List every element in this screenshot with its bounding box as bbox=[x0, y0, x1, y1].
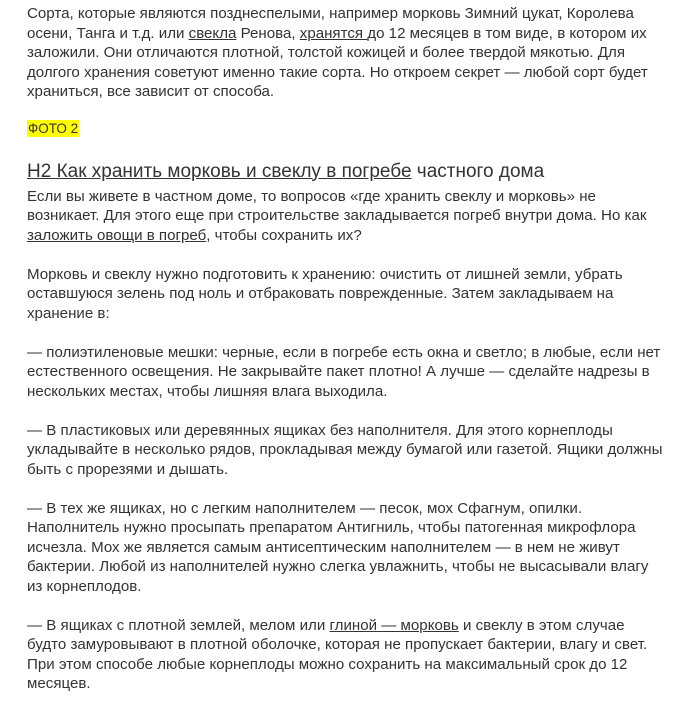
intro-text-3: до 12 месяцев в том виде, в котором их заложили. Они отличаются плотной, толстой кожицей и более твердой мякотью. Для долгого хранения советуют именно такие сорта. Но откроем секрет — любой сорт будет храниться, все зависит от способа. bbox=[27, 24, 648, 100]
spacer bbox=[27, 323, 667, 343]
beet-link[interactable]: свекла bbox=[188, 24, 237, 42]
list-item-clay bbox=[27, 616, 667, 694]
cellar-link[interactable]: заложить овощи в погреб bbox=[27, 226, 207, 244]
list-item-filler: — В тех же ящиках, но с легким наполнителем — песок, мох Сфагнум, опилки. Наполнитель нужно просыпать препаратом Антигниль, чтобы патогенная микрофлора исчезла. Мох же является самым антисептическим наполнителем — в нем не живут бактерии. Любой из наполнителей нужно слегка увлажнить, чтобы не высасывали влагу из корнеплодов. bbox=[27, 499, 649, 595]
paragraph-preparation: Морковь и свеклу нужно подготовить к хранению: очистить от лишней земли, убрать оставшуюся зелень под ноль и отбраковать поврежденные. Затем закладываем на хранение в: bbox=[27, 265, 623, 322]
section-heading bbox=[27, 160, 667, 184]
list-item-bags: — полиэтиленовые мешки: черные, если в погребе есть окна и светло; в любые, если нет естественного освещения. Не закрывайте пакет плотно! А лучше — сделайте надрезы в нескольких местах, чтобы лишняя влага выходила. bbox=[27, 343, 661, 400]
list-item-boxes: — В пластиковых или деревянных ящиках без наполнителя. Для этого корнеплоды укладывайте в несколько рядов, прокладывая между бумагой или газетой. Ящики должны быть с прорезями и дышать. bbox=[27, 421, 663, 478]
spacer bbox=[27, 596, 667, 616]
photo-placeholder bbox=[27, 120, 667, 138]
storage-link[interactable]: хранятся bbox=[299, 24, 368, 42]
intro-text-1: Сорта, которые являются позднеспелыми, например морковь Зимний цукат, Королева осени, Танга и т.д. или bbox=[27, 5, 634, 42]
p1-text-1: Если вы живете в частном доме, то вопросов «где хранить свеклу и морковь» не возникает. Для этого еще при строительстве закладывается погреб внутри дома. Но как bbox=[27, 187, 647, 224]
heading-link[interactable]: H2 Как хранить морковь и свеклу в погребе bbox=[27, 160, 412, 182]
intro-text-2: Ренова, bbox=[236, 24, 300, 42]
p1-text-2: , чтобы сохранить их? bbox=[206, 226, 362, 244]
heading-rest: частного дома bbox=[411, 160, 545, 182]
intro-paragraph bbox=[27, 4, 667, 102]
spacer bbox=[27, 245, 667, 265]
spacer bbox=[27, 401, 667, 421]
photo-label: ФОТО 2 bbox=[28, 120, 79, 136]
clay-link[interactable]: глиной — морковь bbox=[329, 616, 459, 634]
spacer bbox=[27, 479, 667, 499]
paragraph-private-house bbox=[27, 187, 667, 246]
p6-text-1: — В ящиках с плотной землей, мелом или bbox=[27, 616, 330, 634]
p6-text-2: и свеклу в этом случае будто замуровывают в плотной оболочке, которая не пропускает бактерии, влагу и свет. При этом способе любые корнеплоды можно сохранить на максимальный срок до 12 месяцев. bbox=[27, 616, 648, 692]
